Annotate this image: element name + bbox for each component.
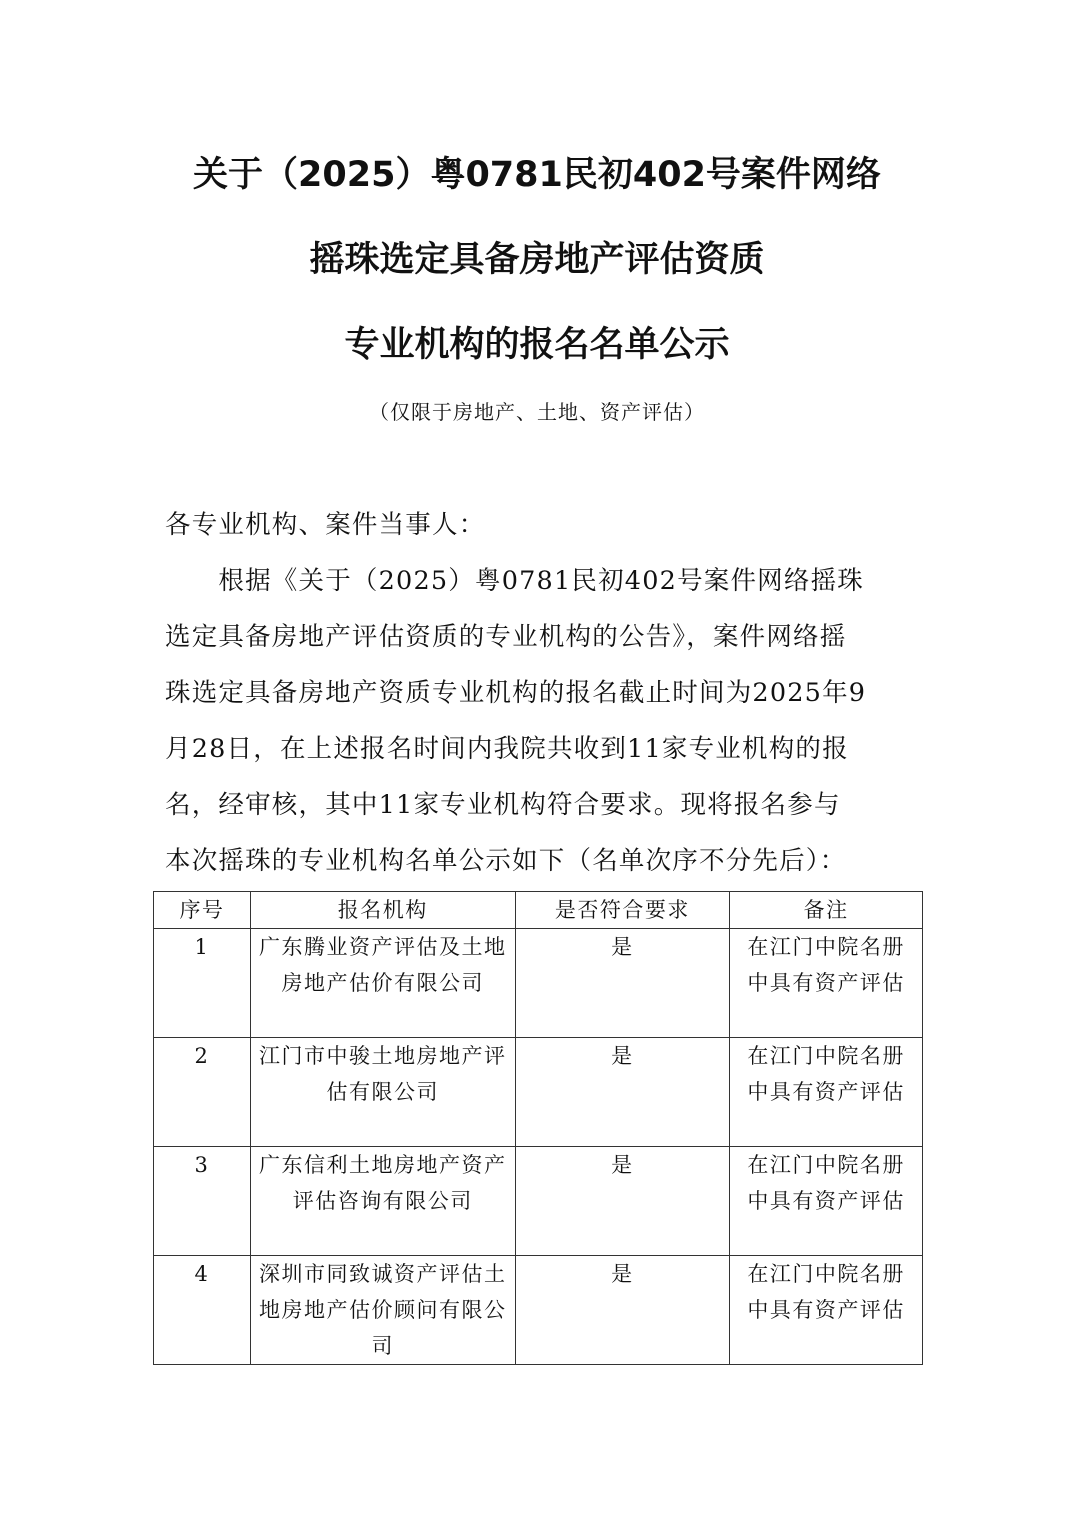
cell-no: 2 — [154, 1038, 251, 1147]
paragraph-line: 月28日，在上述报名时间内我院共收到11家专业机构的报 — [165, 734, 849, 764]
cell-org: 广东信利土地房地产资产评估咨询有限公司 — [250, 1147, 515, 1256]
cell-no: 1 — [154, 929, 251, 1038]
paragraph-line: 选定具备房地产评估资质的专业机构的公告》，案件网络摇 — [165, 622, 847, 652]
table-row — [154, 1147, 923, 1256]
cell-note: 在江门中院名册中具有资产评估 — [730, 1038, 923, 1147]
header-no: 序号 — [154, 892, 251, 929]
cell-compliant: 是 — [515, 1256, 730, 1365]
paragraph-line: 珠选定具备房地产资质专业机构的报名截止时间为2025年9 — [165, 678, 867, 708]
document-title-line-3: 专业机构的报名名单公示 — [344, 325, 730, 365]
cell-org: 江门市中骏土地房地产评估有限公司 — [250, 1038, 515, 1147]
header-note: 备注 — [730, 892, 923, 929]
document-title-line-2: 摇珠选定具备房地产评估资质 — [309, 240, 765, 280]
table-row — [154, 1038, 923, 1147]
table-row — [154, 929, 923, 1038]
cell-no: 3 — [154, 1147, 251, 1256]
paragraph-line: 名，经审核，其中11家专业机构符合要求。现将报名参与 — [165, 790, 841, 820]
cell-compliant: 是 — [515, 1147, 730, 1256]
table-row — [154, 1256, 923, 1365]
paragraph-line: 本次摇珠的专业机构名单公示如下（名单次序不分先后）： — [165, 846, 847, 876]
cell-no: 4 — [154, 1256, 251, 1365]
registration-table — [153, 891, 923, 1365]
cell-org: 深圳市同致诚资产评估土地房地产估价顾问有限公司 — [250, 1256, 515, 1365]
document-title-line-1: 关于（2025）粤0781民初402号案件网络 — [193, 155, 881, 195]
cell-note: 在江门中院名册中具有资产评估 — [730, 929, 923, 1038]
table-header-row — [154, 892, 923, 929]
cell-org: 广东腾业资产评估及土地房地产估价有限公司 — [250, 929, 515, 1038]
header-compliant: 是否符合要求 — [515, 892, 730, 929]
salutation: 各专业机构、案件当事人： — [165, 510, 486, 540]
cell-compliant: 是 — [515, 1038, 730, 1147]
cell-note: 在江门中院名册中具有资产评估 — [730, 1147, 923, 1256]
header-org: 报名机构 — [250, 892, 515, 929]
document-subtitle: （仅限于房地产、土地、资产评估） — [369, 400, 705, 424]
paragraph-line: 根据《关于（2025）粤0781民初402号案件网络摇珠 — [165, 566, 864, 596]
cell-note: 在江门中院名册中具有资产评估 — [730, 1256, 923, 1365]
cell-compliant: 是 — [515, 929, 730, 1038]
